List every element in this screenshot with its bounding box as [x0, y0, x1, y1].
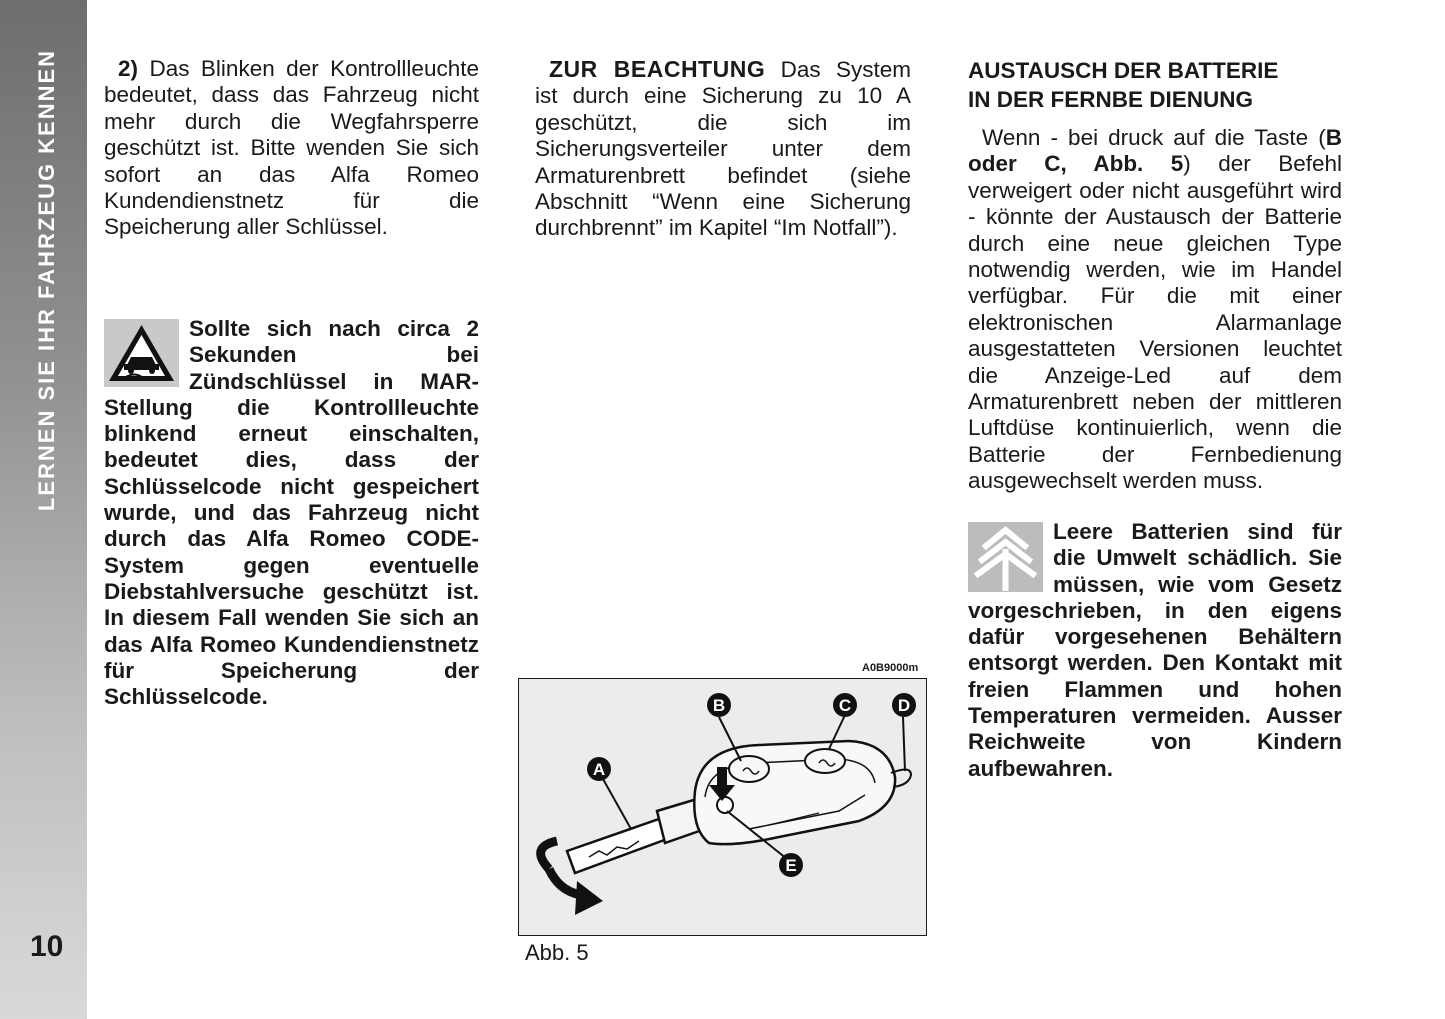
label-a: A [592, 760, 606, 779]
note-number: 2) [118, 56, 139, 81]
figure-code: A0B9000m [862, 662, 919, 674]
attention-label: ZUR BEACHTUNG [549, 56, 766, 82]
page-number: 10 [30, 930, 64, 963]
section-title: LERNEN SIE IHR FAHRZEUG KENNEN [34, 48, 59, 512]
warning-text: Sollte sich nach circa 2 Sekunden bei Zündschlüssel in MAR-Stellung die Kontrollleuchte blinkend erneut einschalten, bedeutet dies, dass der Schlüsselcode nicht gespeichert wurde, und das Fahrzeug nicht durch das Alfa Romeo CODE-System gegen eventuelle Diebstahlversuche geschützt ist. In diesem Fall wenden Sie sich an das Alfa Romeo Kundendienstnetz für Speicherung der Schlüsselcode. [104, 316, 479, 710]
sidebar [0, 0, 87, 1019]
warning-block [104, 316, 479, 710]
heading-line-1: AUSTAUSCH DER BATTERIE [968, 58, 1279, 83]
remote-key-illustration [519, 679, 926, 935]
figure-caption: Abb. 5 [525, 940, 589, 965]
key-blade [567, 799, 705, 873]
environment-text: Leere Batterien sind für die Umwelt schädlich. Sie müssen, wie vom Gesetz vorgeschrieben, in den eigens dafür vorgesehenen Behältern entsorgt werden. Den Kontakt mit freien Flammen und hohen Temperaturen vermeiden. Ausser Reichweite von Kindern aufbewahren. [968, 519, 1342, 781]
section-heading [968, 56, 1342, 114]
attention-paragraph [535, 56, 911, 242]
heading-line-2: IN DER FERNBE DIENUNG [968, 87, 1254, 112]
key-figure [518, 678, 927, 936]
note-paragraph [104, 56, 479, 241]
label-b: B [712, 696, 726, 715]
car-warning-triangle-icon [104, 319, 179, 387]
note-text: Das Blinken der Kontrollleuchte bedeutet, dass das Fahrzeug nicht mehr durch die Wegfahrsperre geschützt ist. Bitte wenden Sie sich sofort an das Alfa Romeo Kundendienstnetz für die Speicherung aller Schlüssel. [104, 56, 479, 240]
label-c: C [838, 696, 852, 715]
battery-paragraph [968, 125, 1342, 495]
attention-text: Das System ist durch eine Sicherung zu 10 A geschützt, die sich im Sicherungsverteiler unter dem Armaturenbrett befindet (siehe Abschnitt “Wenn eine Sicherung durchbrennt” im Kapitel “Im Notfall”). [535, 57, 911, 241]
body-ref: B oder C, Abb. 5 [968, 125, 1342, 177]
label-d: D [897, 696, 911, 715]
body-post: ) der Befehl verweigert oder nicht ausgeführt wird - könnte der Austausch der Batterie durch eine neue gleichen Type notwendig werden, wie im Handel verfügbar. Für die mit einer elektronischen Alarmanlage ausgestatteten Versionen leuchtet die Anzeige-Led auf dem Armaturenbrett neben der mittleren Luftdüse kontinuierlich, wenn die Batterie der Fernbedienung ausgewechselt werden muss. [968, 151, 1342, 494]
environment-block [968, 519, 1342, 782]
label-e: E [785, 856, 797, 875]
body-pre: Wenn - bei druck auf die Taste ( [982, 125, 1326, 150]
environment-tree-icon [968, 522, 1043, 592]
